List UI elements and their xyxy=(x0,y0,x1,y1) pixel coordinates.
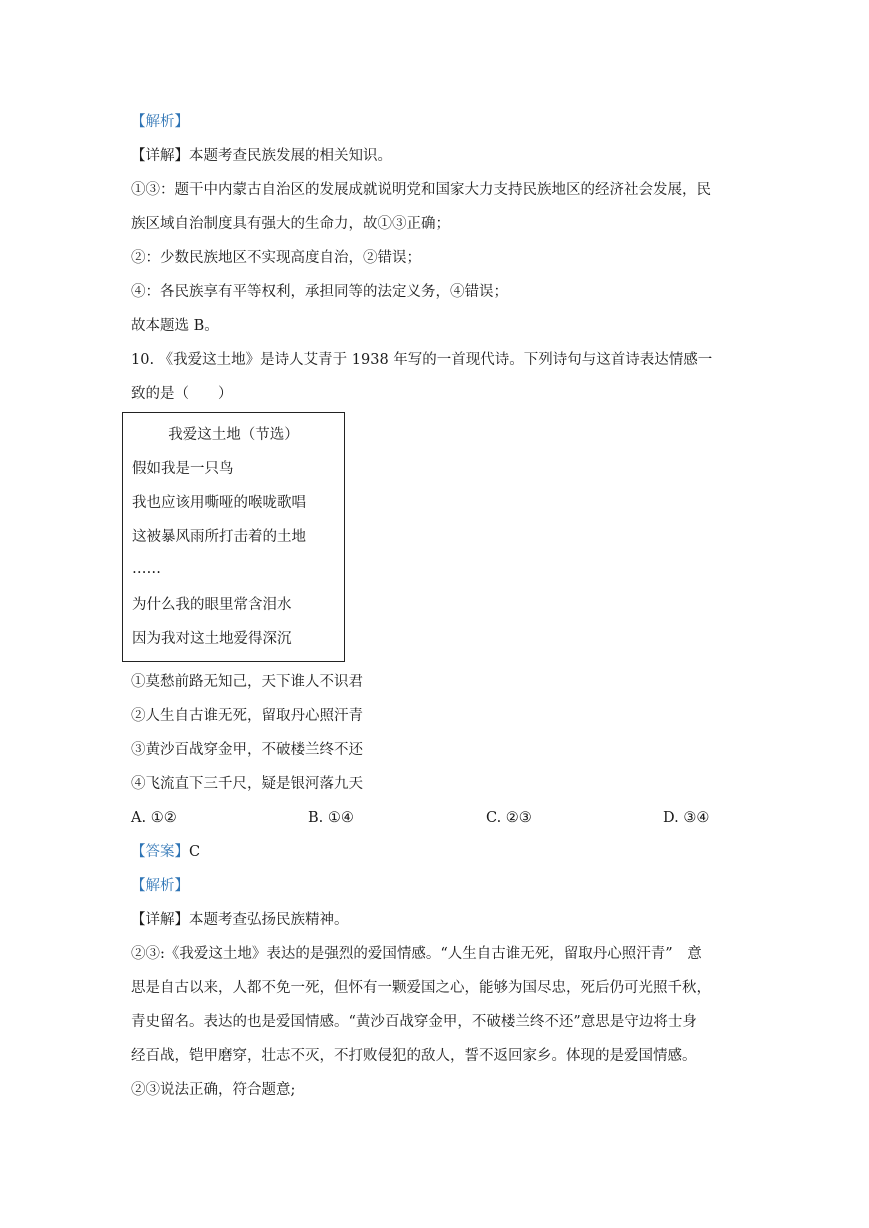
poem-line: 为什么我的眼里常含泪水 xyxy=(132,597,292,613)
question-stem: 10. 《我爱这土地》是诗人艾青于 1938 年写的一首现代诗。下列诗句与这首诗表达情感一 xyxy=(131,352,713,368)
poem-ellipsis: …… xyxy=(132,561,161,577)
statement: ④飞流直下三千尺，疑是银河落九天 xyxy=(131,776,363,792)
explanation-line: 族区域自治制度具有强大的生命力，故①③正确； xyxy=(131,216,450,232)
statement: ①莫愁前路无知己，天下谁人不识君 xyxy=(131,674,363,690)
option-a: A. ①② xyxy=(131,810,177,826)
option-c: C. ②③ xyxy=(486,810,532,826)
analysis-tag: 【解析】 xyxy=(131,878,189,894)
detail-text: 本题考查弘扬民族精神。 xyxy=(189,912,349,928)
detail-tag: 【详解】 xyxy=(131,912,189,928)
detail-tag: 【详解】 xyxy=(131,148,189,164)
poem-line: 这被暴风雨所打击着的土地 xyxy=(132,529,306,545)
explanation-line: ②③说法正确，符合题意; xyxy=(131,1082,296,1098)
conclusion-line: 故本题选 B。 xyxy=(131,318,219,334)
answer-value: C xyxy=(189,844,201,860)
option-d: D. ③④ xyxy=(663,810,710,826)
detail-paragraph xyxy=(131,146,751,166)
answer-line xyxy=(131,842,751,862)
analysis-tag: 【解析】 xyxy=(131,114,189,130)
poem-line: 因为我对这土地爱得深沉 xyxy=(132,631,292,647)
poem-line: 我也应该用嘶哑的喉咙歌唱 xyxy=(132,495,306,511)
explanation-line: 思是自古以来，人都不免一死，但怀有一颗爱国之心，能够为国尽忠，死后仍可光照千秋， xyxy=(131,980,711,996)
answer-tag: 【答案】 xyxy=(131,844,189,860)
statement: ②人生自古谁无死，留取丹心照汗青 xyxy=(131,708,363,724)
statement: ③黄沙百战穿金甲，不破楼兰终不还 xyxy=(131,742,363,758)
explanation-line: ①③：题干中内蒙古自治区的发展成就说明党和国家大力支持民族地区的经济社会发展，民 xyxy=(131,182,711,198)
poem-box xyxy=(122,412,345,662)
explanation-line: ④：各民族享有平等权利，承担同等的法定义务，④错误； xyxy=(131,284,508,300)
detail-text: 本题考查民族发展的相关知识。 xyxy=(189,148,392,164)
explanation-line: ②：少数民族地区不实现高度自治，②错误； xyxy=(131,250,421,266)
option-b: B. ①④ xyxy=(308,810,354,826)
explanation-line: 青史留名。表达的也是爱国情感。“黄沙百战穿金甲，不破楼兰终不还”意思是守边将士身 xyxy=(131,1014,697,1030)
poem-line: 假如我是一只鸟 xyxy=(132,461,234,477)
detail-paragraph xyxy=(131,910,751,930)
poem-title: 我爱这土地（节选） xyxy=(168,427,299,443)
explanation-line: 经百战，铠甲磨穿，壮志不灭，不打败侵犯的敌人，誓不返回家乡。体现的是爱国情感。 xyxy=(131,1048,697,1064)
question-stem: 致的是（ ） xyxy=(131,386,233,402)
explanation-line: ②③:《我爱这土地》表达的是强烈的爱国情感。“人生自古谁无死，留取丹心照汗青” 意 xyxy=(131,946,702,962)
